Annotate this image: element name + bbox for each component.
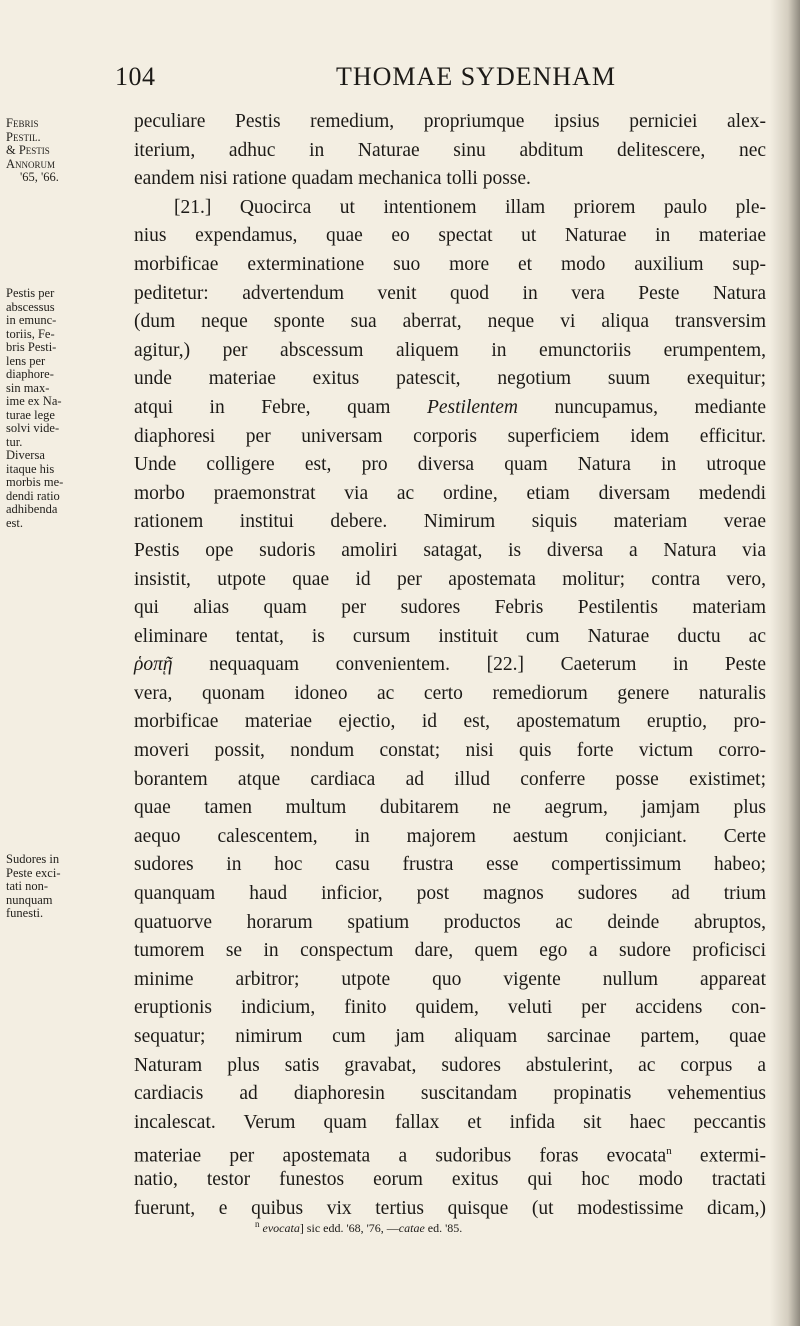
margin-line: diaphore- (6, 367, 54, 381)
margin-line: Annorum (6, 156, 56, 171)
text-line-mixed (134, 394, 766, 423)
margin-line: Peste exci- (6, 865, 61, 880)
text-line: iterium, adhuc in Naturae sinu abditum delitescere, nec (134, 139, 766, 161)
margin-line: adhibenda (6, 502, 58, 516)
text-line: qui alias quam per sudores Febris Pestilentis materiam (134, 597, 766, 619)
text-line: vera, quonam idoneo ac certo remediorum genere naturalis (134, 682, 766, 704)
text-line: quanquam haud inficior, post magnos sudores ad trium (134, 883, 766, 905)
margin-line: in emunc- (6, 313, 57, 327)
margin-note-pestis-per-abscessus (6, 287, 124, 530)
text-line: nius expendamus, quae eo spectat ut Naturae in materiae (134, 225, 766, 247)
text-line: minime arbitror; utpote quo vigente nullum appareat (134, 968, 766, 990)
margin-line: solvi vide- (6, 421, 60, 435)
margin-line: tati non- (6, 879, 49, 893)
greek-word: ῥοπῇ (134, 654, 173, 676)
margin-line: lens per (6, 353, 46, 368)
footnote-marker: n (666, 1145, 672, 1158)
text-line: peditetur: advertendum venit quod in vera Peste Natura (134, 282, 766, 304)
text-line: moveri possit, nondum constat; nisi quis forte victum corro- (134, 740, 766, 762)
margin-line: bris Pesti- (6, 340, 57, 354)
footnote-term: evocata (262, 1221, 300, 1235)
margin-line: & Pestis (6, 143, 50, 157)
margin-line: itaque his (6, 461, 55, 476)
text-line: peculiare Pestis remedium, propriumque ipsius perniciei alex- (134, 111, 766, 132)
body-text (134, 108, 766, 1223)
margin-note-febris (6, 117, 124, 185)
text-line: fuerunt, e quibus vix tertius quisque (ut modestissime dicam,) (134, 1197, 766, 1219)
text-line: Unde colligere est, pro diversa quam Natura in utroque (134, 454, 766, 476)
text-run: materiae per apostemata a sudoribus foras evocata (134, 1145, 667, 1167)
text-line-mixed (134, 1137, 766, 1166)
footnote-marker-ref: n (255, 1219, 260, 1229)
page-header (115, 62, 715, 102)
text-line: eliminare tentat, is cursum instituit cum Naturae ductu ac (134, 625, 766, 647)
text-line: Naturam plus satis gravabat, sudores abstulerint, ac corpus a (134, 1054, 766, 1076)
text-line: agitur,) per abscessum aliquem in emunctoriis erumpentem, (134, 339, 766, 361)
text-run: atqui in Febre, quam (134, 396, 427, 418)
text-line: eruptionis indicium, finito quidem, veluti per accidens con- (134, 997, 766, 1019)
margin-line: abscessus (6, 299, 55, 314)
margin-line: est. (6, 515, 24, 530)
margin-line: Sudores in (6, 852, 60, 866)
text-run: nequaquam convenientem. [22.] Caeterum in Peste (172, 654, 766, 676)
margin-line: nunquam (6, 892, 53, 907)
text-line: Pestis ope sudoris amoliri satagat, is diversa a Natura via (134, 539, 766, 561)
text-line: morbo praemonstrat via ac ordine, etiam diversam medendi (134, 482, 766, 504)
margin-line: tur. (6, 434, 23, 449)
margin-note-sudores (6, 853, 124, 921)
page-number: 104 (115, 62, 156, 91)
text-line: rationem institui debere. Nimirum siquis materiam verae (134, 511, 766, 533)
margin-line: toriis, Fe- (6, 326, 55, 341)
text-line: quae tamen multum dubitarem ne aegrum, jamjam plus (134, 797, 766, 819)
margin-line: Pestil. (6, 129, 41, 144)
text-line: sequatur; nimirum cum jam aliquam sarcinae partem, quae (134, 1026, 766, 1047)
page-edge-shadow (770, 0, 800, 1326)
margin-line: sin max- (6, 380, 50, 395)
footnote-end: ed. '85. (424, 1221, 463, 1235)
footnote (255, 1219, 755, 1236)
margin-line: '65, '66. (20, 170, 59, 184)
text-line: morbificae materiae ejectio, id est, apostematum eruptio, pro- (134, 711, 766, 733)
text-line: quatuorve horarum spatium productos ac deinde abruptos, (134, 911, 766, 933)
margin-line: funesti. (6, 906, 44, 920)
text-line: incalescat. Verum quam fallax et infida sit haec peccantis (134, 1111, 766, 1133)
margin-line: dendi ratio (6, 488, 60, 503)
text-line: diaphoresi per universam corporis superficiem idem efficitur. (134, 425, 766, 447)
text-line: sudores in hoc casu frustra esse compertissimum habeo; (134, 854, 766, 876)
text-line: cardiacis ad diaphoresin suscitandam propinatis vehementius (134, 1083, 766, 1105)
margin-line: morbis me- (6, 475, 64, 489)
text-line: natio, testor funestos eorum exitus qui hoc modo tractati (134, 1168, 766, 1190)
text-line: borantem atque cardiaca ad illud conferre posse existimet; (134, 768, 766, 790)
text-run: nuncupamus, mediante (517, 396, 766, 418)
margin-line: ime ex Na- (6, 394, 62, 408)
text-line: morbificae exterminatione suo more et modo auxilium sup- (134, 253, 766, 275)
margin-line: Diversa (6, 448, 45, 462)
margin-line: turae lege (6, 407, 55, 422)
footnote-alt: catae (398, 1221, 425, 1235)
text-line: tumorem se in conspectum dare, quem ego a sudore proficisci (134, 940, 766, 962)
text-line: eandem nisi ratione quadam mechanica tolli posse. (134, 168, 531, 190)
text-line: unde materiae exitus patescit, negotium suum exequitur; (134, 368, 766, 390)
italic-pestilentem: Pestilentem (426, 396, 518, 418)
text-line-mixed (134, 651, 766, 680)
text-line: insistit, utpote quae id per apostemata molitur; contra vero, (134, 568, 766, 590)
margin-line: Pestis per (6, 286, 55, 300)
footnote-text: ] sic edd. '68, '76, — (299, 1221, 399, 1235)
margin-line: Febris (6, 116, 39, 130)
running-head: THOMAE SYDENHAM (336, 62, 617, 91)
text-line: [21.] Quocirca ut intentionem illam priorem paulo ple- (174, 196, 766, 218)
text-run: extermi- (671, 1145, 766, 1167)
text-line: (dum neque sponte sua aberrat, neque vi aliqua transversim (134, 311, 766, 333)
text-line: aequo calescentem, in majorem aestum conjiciant. Certe (134, 825, 766, 847)
